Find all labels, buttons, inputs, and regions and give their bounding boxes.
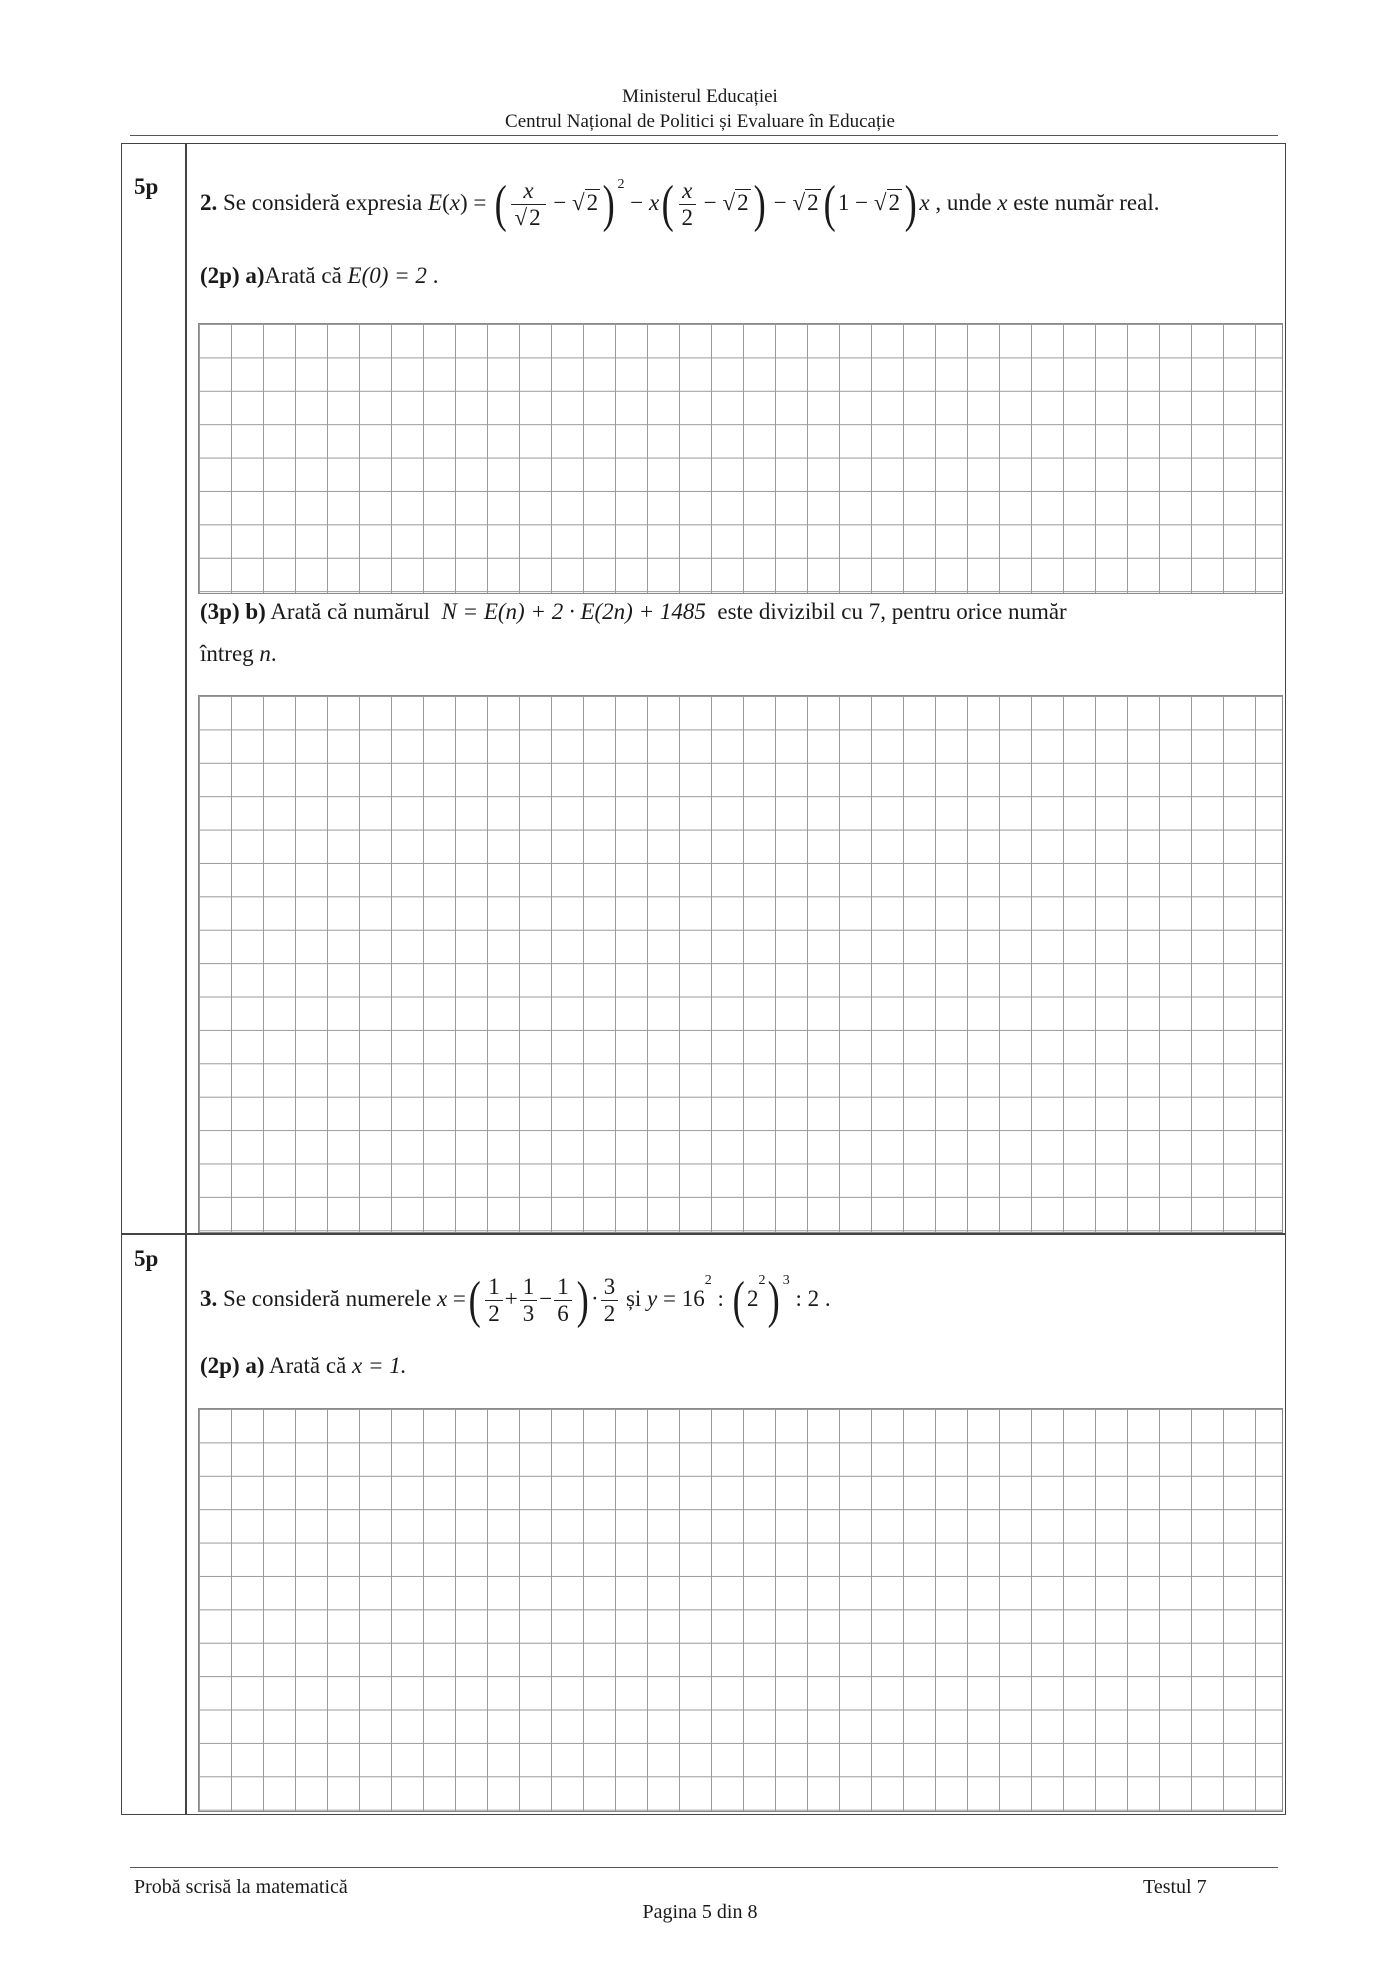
problem2-part-b-line2 — [200, 639, 277, 669]
problem2a-label: a) — [245, 263, 265, 288]
problem2-tail: , unde — [935, 190, 992, 215]
problem3-and: și — [625, 1286, 642, 1311]
problem3a-label: a) — [245, 1353, 265, 1378]
problem2-tail2: este număr real. — [1013, 190, 1160, 215]
footer-divider — [130, 1867, 1278, 1868]
header-center: Centrul Național de Politici și Evaluare în Educație — [505, 111, 895, 132]
problem2-number: 2. — [200, 190, 218, 215]
problem3a-points: (2p) — [200, 1353, 240, 1378]
problem2-part-a — [200, 261, 438, 291]
problem3a-text: Arată că — [269, 1353, 347, 1378]
problem3-statement — [200, 1266, 831, 1327]
answer-grid-2b[interactable] — [198, 695, 1283, 1233]
page-header — [0, 84, 1400, 134]
problem2-intro: Se consideră expresia — [223, 190, 423, 215]
problem3-expression-y: $y = 16^2$ : ( $2^2$) $^3$ : 2 . — [647, 1271, 831, 1329]
problem2a-end: . — [432, 263, 439, 288]
problem3-expression-x: x =( $\frac{1}{2}$ + $\frac{1}{3}$ − $\frac{1}{6}$ ) · $\frac{3}{2}$ — [437, 1286, 626, 1311]
problem2-var: x — [997, 190, 1008, 215]
problem3a-math: x = 1. — [352, 1353, 407, 1378]
footer-test-number: Testul 7 — [1143, 1876, 1207, 1898]
problem3-intro: Se consideră numerele — [223, 1286, 432, 1311]
problem3-part-a — [200, 1351, 407, 1381]
problem2b-end: . — [270, 641, 277, 666]
problem3-number: 3. — [200, 1286, 218, 1311]
problem-row-divider — [121, 1233, 1286, 1235]
problem2b-text2: este divizibil cu 7, pentru orice număr — [717, 599, 1067, 624]
points-column-divider — [185, 143, 187, 1815]
problem2-statement — [200, 170, 1159, 231]
problem2b-var: n — [259, 641, 271, 666]
footer-page-number: Pagina 5 din 8 — [642, 1901, 758, 1923]
problem2-expression: E(x) = ( $\frac{x}{√2}$ − √2) $^2$ − x( $\frac{x}{2}$ − √2) − √2( 1 − √2) x — [428, 175, 930, 233]
problem2b-points: (3p) — [200, 599, 240, 624]
problem2b-label: b) — [245, 599, 266, 624]
answer-grid-3a[interactable] — [198, 1408, 1283, 1812]
footer-exam-name: Probă scrisă la matematică — [134, 1876, 348, 1898]
problem2a-text: Arată că — [264, 263, 342, 288]
problem2b-line2: întreg — [200, 641, 254, 666]
problem2a-math: E(0) = 2 — [347, 263, 427, 288]
problem2-points: 5p — [134, 174, 159, 199]
problem2a-points: (2p) — [200, 263, 240, 288]
problem2b-text: Arată că numărul — [270, 599, 430, 624]
problem2-part-b — [200, 597, 1067, 627]
problem2b-math: N = E(n) + 2 · E(2n) + 1485 — [441, 599, 706, 624]
header-ministry: Ministerul Educației — [622, 86, 778, 107]
answer-grid-2a[interactable] — [198, 323, 1283, 594]
header-divider — [130, 135, 1278, 136]
problem3-points: 5p — [134, 1246, 159, 1271]
